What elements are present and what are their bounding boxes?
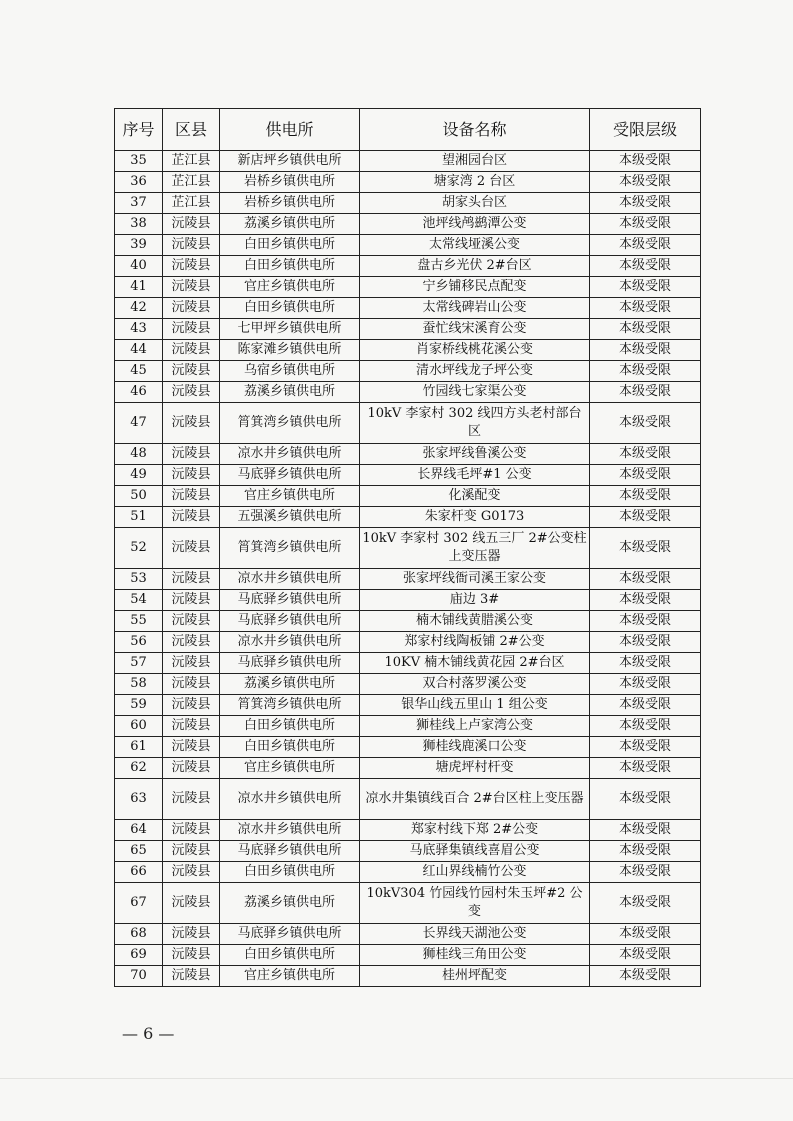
- cell-level: 本级受限: [590, 820, 701, 841]
- cell-station: 马底驿乡镇供电所: [220, 590, 360, 611]
- cell-level: 本级受限: [590, 883, 701, 924]
- table-row: [115, 298, 701, 319]
- cell-level: 本级受限: [590, 632, 701, 653]
- cell-no: 65: [115, 841, 163, 862]
- table-row: [115, 382, 701, 403]
- cell-no: 45: [115, 361, 163, 382]
- table-row: [115, 214, 701, 235]
- cell-county: 沅陵县: [163, 820, 220, 841]
- cell-county: 沅陵县: [163, 924, 220, 945]
- cell-station: 凉水井乡镇供电所: [220, 632, 360, 653]
- cell-station: 官庄乡镇供电所: [220, 277, 360, 298]
- table-row: [115, 674, 701, 695]
- cell-level: 本级受限: [590, 340, 701, 361]
- cell-station: 荔溪乡镇供电所: [220, 382, 360, 403]
- cell-station: 官庄乡镇供电所: [220, 758, 360, 779]
- cell-device: 狮桂线三角田公变: [360, 945, 590, 966]
- cell-level: 本级受限: [590, 256, 701, 277]
- cell-county: 芷江县: [163, 193, 220, 214]
- table-row: [115, 361, 701, 382]
- table-row: [115, 172, 701, 193]
- cell-station: 马底驿乡镇供电所: [220, 653, 360, 674]
- cell-level: 本级受限: [590, 569, 701, 590]
- cell-level: 本级受限: [590, 403, 701, 444]
- cell-no: 60: [115, 716, 163, 737]
- table-row: [115, 737, 701, 758]
- header-level: 受限层级: [590, 109, 701, 151]
- table-row: [115, 507, 701, 528]
- cell-no: 58: [115, 674, 163, 695]
- cell-county: 沅陵县: [163, 340, 220, 361]
- header-no: 序号: [115, 109, 163, 151]
- cell-station: 马底驿乡镇供电所: [220, 465, 360, 486]
- cell-station: 官庄乡镇供电所: [220, 486, 360, 507]
- cell-level: 本级受限: [590, 737, 701, 758]
- cell-station: 陈家滩乡镇供电所: [220, 340, 360, 361]
- cell-level: 本级受限: [590, 966, 701, 987]
- cell-station: 凉水井乡镇供电所: [220, 569, 360, 590]
- cell-no: 46: [115, 382, 163, 403]
- cell-level: 本级受限: [590, 653, 701, 674]
- cell-device: 肖家桥线桃花溪公变: [360, 340, 590, 361]
- cell-device: 望湘园台区: [360, 151, 590, 172]
- cell-no: 66: [115, 862, 163, 883]
- cell-no: 49: [115, 465, 163, 486]
- cell-level: 本级受限: [590, 590, 701, 611]
- cell-county: 沅陵县: [163, 319, 220, 340]
- cell-no: 44: [115, 340, 163, 361]
- cell-device: 郑家村线陶板铺 2#公变: [360, 632, 590, 653]
- cell-station: 岩桥乡镇供电所: [220, 193, 360, 214]
- cell-station: 五强溪乡镇供电所: [220, 507, 360, 528]
- cell-station: 马底驿乡镇供电所: [220, 924, 360, 945]
- cell-station: 凉水井乡镇供电所: [220, 820, 360, 841]
- cell-county: 沅陵县: [163, 486, 220, 507]
- cell-station: 官庄乡镇供电所: [220, 966, 360, 987]
- table-row: [115, 444, 701, 465]
- cell-station: 白田乡镇供电所: [220, 235, 360, 256]
- table-row: [115, 632, 701, 653]
- table-row: [115, 277, 701, 298]
- cell-no: 39: [115, 235, 163, 256]
- cell-county: 沅陵县: [163, 277, 220, 298]
- cell-station: 荔溪乡镇供电所: [220, 674, 360, 695]
- cell-level: 本级受限: [590, 758, 701, 779]
- table-row: [115, 611, 701, 632]
- cell-level: 本级受限: [590, 945, 701, 966]
- cell-level: 本级受限: [590, 716, 701, 737]
- cell-no: 52: [115, 528, 163, 569]
- table-row: [115, 193, 701, 214]
- cell-station: 筲箕湾乡镇供电所: [220, 695, 360, 716]
- table-row: [115, 695, 701, 716]
- cell-level: 本级受限: [590, 465, 701, 486]
- cell-station: 七甲坪乡镇供电所: [220, 319, 360, 340]
- cell-level: 本级受限: [590, 444, 701, 465]
- table-row: [115, 841, 701, 862]
- cell-no: 70: [115, 966, 163, 987]
- cell-level: 本级受限: [590, 151, 701, 172]
- cell-device: 庙边 3#: [360, 590, 590, 611]
- cell-station: 筲箕湾乡镇供电所: [220, 528, 360, 569]
- cell-station: 白田乡镇供电所: [220, 945, 360, 966]
- cell-device: 胡家头台区: [360, 193, 590, 214]
- cell-county: 沅陵县: [163, 632, 220, 653]
- table-row: [115, 340, 701, 361]
- cell-device: 10KV 楠木铺线黄花园 2#台区: [360, 653, 590, 674]
- cell-county: 沅陵县: [163, 883, 220, 924]
- cell-county: 沅陵县: [163, 653, 220, 674]
- header-device: 设备名称: [360, 109, 590, 151]
- cell-county: 芷江县: [163, 172, 220, 193]
- cell-station: 筲箕湾乡镇供电所: [220, 403, 360, 444]
- cell-device: 化溪配变: [360, 486, 590, 507]
- cell-no: 47: [115, 403, 163, 444]
- cell-no: 68: [115, 924, 163, 945]
- page-number: — 6 —: [122, 1024, 175, 1043]
- cell-level: 本级受限: [590, 486, 701, 507]
- cell-no: 63: [115, 779, 163, 820]
- table-row: [115, 966, 701, 987]
- cell-county: 芷江县: [163, 151, 220, 172]
- cell-station: 荔溪乡镇供电所: [220, 883, 360, 924]
- cell-no: 57: [115, 653, 163, 674]
- cell-device: 楠木铺线黄腊溪公变: [360, 611, 590, 632]
- cell-no: 48: [115, 444, 163, 465]
- cell-level: 本级受限: [590, 361, 701, 382]
- cell-county: 沅陵县: [163, 528, 220, 569]
- cell-device: 10kV 李家村 302 线五三厂 2#公变柱上变压器: [360, 528, 590, 569]
- cell-station: 白田乡镇供电所: [220, 298, 360, 319]
- cell-device: 宁乡铺移民点配变: [360, 277, 590, 298]
- table-row: [115, 924, 701, 945]
- cell-device: 塘家湾 2 台区: [360, 172, 590, 193]
- cell-no: 53: [115, 569, 163, 590]
- cell-county: 沅陵县: [163, 716, 220, 737]
- cell-county: 沅陵县: [163, 758, 220, 779]
- cell-no: 59: [115, 695, 163, 716]
- cell-no: 61: [115, 737, 163, 758]
- cell-county: 沅陵县: [163, 695, 220, 716]
- cell-no: 50: [115, 486, 163, 507]
- cell-device: 盘古乡光伏 2#台区: [360, 256, 590, 277]
- table-row: [115, 779, 701, 820]
- cell-station: 凉水井乡镇供电所: [220, 444, 360, 465]
- cell-level: 本级受限: [590, 695, 701, 716]
- cell-county: 沅陵县: [163, 465, 220, 486]
- cell-no: 35: [115, 151, 163, 172]
- cell-level: 本级受限: [590, 507, 701, 528]
- table-row: [115, 256, 701, 277]
- cell-county: 沅陵县: [163, 569, 220, 590]
- cell-device: 太常线垭溪公变: [360, 235, 590, 256]
- cell-no: 69: [115, 945, 163, 966]
- cell-station: 凉水井乡镇供电所: [220, 779, 360, 820]
- cell-level: 本级受限: [590, 528, 701, 569]
- cell-county: 沅陵县: [163, 945, 220, 966]
- cell-level: 本级受限: [590, 382, 701, 403]
- cell-station: 马底驿乡镇供电所: [220, 611, 360, 632]
- cell-no: 55: [115, 611, 163, 632]
- cell-county: 沅陵县: [163, 444, 220, 465]
- cell-level: 本级受限: [590, 862, 701, 883]
- cell-county: 沅陵县: [163, 966, 220, 987]
- cell-level: 本级受限: [590, 277, 701, 298]
- cell-no: 42: [115, 298, 163, 319]
- table-row: [115, 151, 701, 172]
- cell-county: 沅陵县: [163, 841, 220, 862]
- cell-county: 沅陵县: [163, 214, 220, 235]
- cell-device: 张家坪线衙司溪王家公变: [360, 569, 590, 590]
- restriction-table: [114, 108, 701, 987]
- cell-level: 本级受限: [590, 924, 701, 945]
- cell-no: 64: [115, 820, 163, 841]
- cell-device: 银华山线五里山 1 组公变: [360, 695, 590, 716]
- table-row: [115, 465, 701, 486]
- cell-level: 本级受限: [590, 235, 701, 256]
- cell-device: 清水坪线龙子坪公变: [360, 361, 590, 382]
- cell-device: 长界线毛坪#1 公变: [360, 465, 590, 486]
- cell-device: 张家坪线鲁溪公变: [360, 444, 590, 465]
- cell-station: 新店坪乡镇供电所: [220, 151, 360, 172]
- table-body: [115, 151, 701, 987]
- table-header-row: [115, 109, 701, 151]
- cell-county: 沅陵县: [163, 298, 220, 319]
- cell-level: 本级受限: [590, 611, 701, 632]
- cell-county: 沅陵县: [163, 590, 220, 611]
- cell-county: 沅陵县: [163, 611, 220, 632]
- table-row: [115, 716, 701, 737]
- cell-device: 凉水井集镇线百合 2#台区柱上变压器: [360, 779, 590, 820]
- table-row: [115, 403, 701, 444]
- table-row: [115, 486, 701, 507]
- cell-device: 10kV304 竹园线竹园村朱玉坪#2 公变: [360, 883, 590, 924]
- table-row: [115, 235, 701, 256]
- cell-no: 40: [115, 256, 163, 277]
- cell-level: 本级受限: [590, 214, 701, 235]
- cell-level: 本级受限: [590, 298, 701, 319]
- cell-no: 67: [115, 883, 163, 924]
- cell-county: 沅陵县: [163, 507, 220, 528]
- cell-device: 狮桂线鹿溪口公变: [360, 737, 590, 758]
- header-station: 供电所: [220, 109, 360, 151]
- cell-station: 马底驿乡镇供电所: [220, 841, 360, 862]
- cell-station: 白田乡镇供电所: [220, 716, 360, 737]
- table-row: [115, 569, 701, 590]
- cell-device: 狮桂线上卢家湾公变: [360, 716, 590, 737]
- cell-station: 岩桥乡镇供电所: [220, 172, 360, 193]
- cell-no: 56: [115, 632, 163, 653]
- cell-no: 54: [115, 590, 163, 611]
- table-row: [115, 528, 701, 569]
- table-row: [115, 758, 701, 779]
- cell-station: 白田乡镇供电所: [220, 737, 360, 758]
- cell-device: 红山界线楠竹公变: [360, 862, 590, 883]
- cell-device: 塘虎坪村杆变: [360, 758, 590, 779]
- cell-device: 长界线天湖池公变: [360, 924, 590, 945]
- cell-no: 43: [115, 319, 163, 340]
- table-row: [115, 820, 701, 841]
- cell-level: 本级受限: [590, 841, 701, 862]
- cell-level: 本级受限: [590, 193, 701, 214]
- cell-device: 双合村落罗溪公变: [360, 674, 590, 695]
- cell-no: 51: [115, 507, 163, 528]
- cell-device: 池坪线鸬鹚潭公变: [360, 214, 590, 235]
- table-row: [115, 319, 701, 340]
- cell-county: 沅陵县: [163, 361, 220, 382]
- cell-county: 沅陵县: [163, 862, 220, 883]
- cell-device: 郑家村线下郑 2#公变: [360, 820, 590, 841]
- cell-device: 10kV 李家村 302 线四方头老村部台区: [360, 403, 590, 444]
- cell-station: 乌宿乡镇供电所: [220, 361, 360, 382]
- cell-station: 荔溪乡镇供电所: [220, 214, 360, 235]
- cell-county: 沅陵县: [163, 235, 220, 256]
- cell-county: 沅陵县: [163, 737, 220, 758]
- header-county: 区县: [163, 109, 220, 151]
- cell-device: 竹园线七家渠公变: [360, 382, 590, 403]
- cell-device: 太常线碑岩山公变: [360, 298, 590, 319]
- cell-no: 37: [115, 193, 163, 214]
- table-row: [115, 862, 701, 883]
- cell-level: 本级受限: [590, 319, 701, 340]
- cell-county: 沅陵县: [163, 256, 220, 277]
- cell-station: 白田乡镇供电所: [220, 256, 360, 277]
- table-row: [115, 945, 701, 966]
- cell-no: 36: [115, 172, 163, 193]
- scan-edge-line: [0, 1078, 793, 1079]
- cell-county: 沅陵县: [163, 403, 220, 444]
- cell-device: 马底驿集镇线喜眉公变: [360, 841, 590, 862]
- cell-level: 本级受限: [590, 674, 701, 695]
- cell-device: 朱家杆变 G0173: [360, 507, 590, 528]
- table-row: [115, 590, 701, 611]
- cell-county: 沅陵县: [163, 382, 220, 403]
- table-row: [115, 653, 701, 674]
- cell-county: 沅陵县: [163, 779, 220, 820]
- cell-device: 桂州坪配变: [360, 966, 590, 987]
- table-row: [115, 883, 701, 924]
- cell-no: 62: [115, 758, 163, 779]
- cell-station: 白田乡镇供电所: [220, 862, 360, 883]
- cell-level: 本级受限: [590, 172, 701, 193]
- cell-no: 38: [115, 214, 163, 235]
- table-container: [114, 108, 700, 987]
- cell-no: 41: [115, 277, 163, 298]
- cell-county: 沅陵县: [163, 674, 220, 695]
- cell-device: 蚕忙线宋溪育公变: [360, 319, 590, 340]
- cell-level: 本级受限: [590, 779, 701, 820]
